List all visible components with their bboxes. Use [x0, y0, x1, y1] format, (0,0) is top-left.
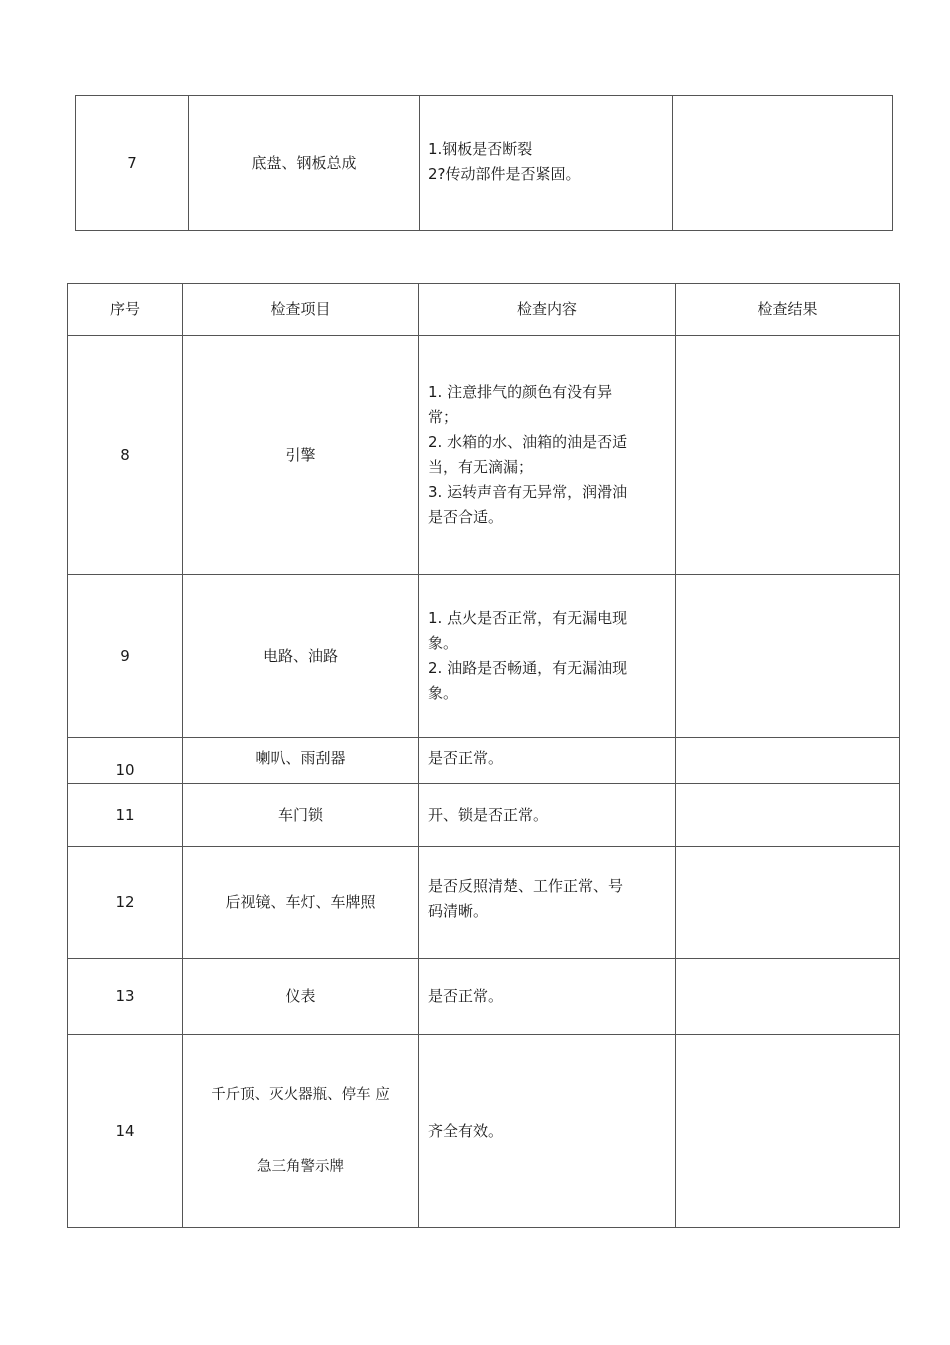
inspection-content	[419, 575, 676, 738]
content-line: 开、锁是否正常。	[428, 805, 549, 824]
table-row	[68, 847, 900, 959]
row-number: 7	[76, 96, 189, 231]
row-number: 14	[68, 1035, 183, 1228]
inspection-content	[419, 1035, 676, 1228]
inspection-table-top	[75, 95, 893, 231]
content-line: 3. 运转声音有无异常，润滑油	[428, 483, 628, 501]
header-result: 检查结果	[676, 284, 900, 336]
content-line: 齐全有效。	[428, 1121, 504, 1140]
inspection-item: 仪表	[183, 959, 419, 1035]
header-number: 序号	[68, 284, 183, 336]
table-row	[68, 959, 900, 1035]
inspection-content	[420, 96, 673, 231]
inspection-content	[419, 847, 676, 959]
content-line: 是否正常。	[428, 749, 504, 767]
inspection-table-main	[67, 283, 900, 1228]
inspection-item	[183, 1035, 419, 1228]
content-line: 是否正常。	[428, 987, 504, 1005]
inspection-content	[419, 959, 676, 1035]
inspection-item: 底盘、钢板总成	[189, 96, 420, 231]
header-content: 检查内容	[419, 284, 676, 336]
row-number: 11	[68, 784, 183, 847]
row-number: 9	[68, 575, 183, 738]
content-line: 象。	[428, 684, 459, 702]
item-line: 千斤顶、灭火器瓶、停车 应	[211, 1087, 390, 1103]
inspection-item: 引擎	[183, 336, 419, 575]
inspection-result	[676, 784, 900, 847]
table-header-row	[68, 284, 900, 336]
table-row	[68, 336, 900, 575]
inspection-content	[419, 738, 676, 784]
inspection-result	[676, 847, 900, 959]
table-row	[68, 784, 900, 847]
inspection-content	[419, 784, 676, 847]
content-line: 1. 点火是否正常，有无漏电现	[428, 609, 628, 627]
content-line: 2?传动部件是否紧固。	[428, 165, 581, 183]
inspection-item: 喇叭、雨刮器	[183, 738, 419, 784]
inspection-result	[676, 336, 900, 575]
table-row	[68, 575, 900, 738]
inspection-result	[676, 959, 900, 1035]
header-item: 检查项目	[183, 284, 419, 336]
inspection-result	[676, 575, 900, 738]
row-number-text: 10	[115, 761, 135, 779]
inspection-item: 电路、油路	[183, 575, 419, 738]
row-number: 8	[68, 336, 183, 575]
content-line: 2. 油路是否畅通，有无漏油现	[428, 659, 628, 677]
table-row	[76, 96, 893, 231]
content-line: 当，有无滴漏；	[428, 458, 534, 476]
table-row	[68, 738, 900, 784]
content-line: 1.钢板是否断裂	[428, 140, 533, 158]
inspection-result	[676, 1035, 900, 1228]
content-line: 是否反照清楚、工作正常、号	[428, 876, 624, 895]
item-line: 急三角警示牌	[257, 1159, 344, 1175]
inspection-item: 后视镜、车灯、车牌照	[183, 847, 419, 959]
content-line: 码清晰。	[428, 901, 489, 920]
inspection-content	[419, 336, 676, 575]
content-line: 2. 水箱的水、油箱的油是否适	[428, 433, 628, 451]
row-number	[68, 738, 183, 784]
table-row	[68, 1035, 900, 1228]
inspection-result	[676, 738, 900, 784]
content-line: 1. 注意排气的颜色有没有异	[428, 383, 613, 401]
content-line: 象。	[428, 634, 459, 652]
content-line: 常；	[428, 408, 459, 426]
row-number: 12	[68, 847, 183, 959]
row-number: 13	[68, 959, 183, 1035]
content-line: 是否合适。	[428, 508, 504, 526]
inspection-result	[673, 96, 893, 231]
inspection-item: 车门锁	[183, 784, 419, 847]
